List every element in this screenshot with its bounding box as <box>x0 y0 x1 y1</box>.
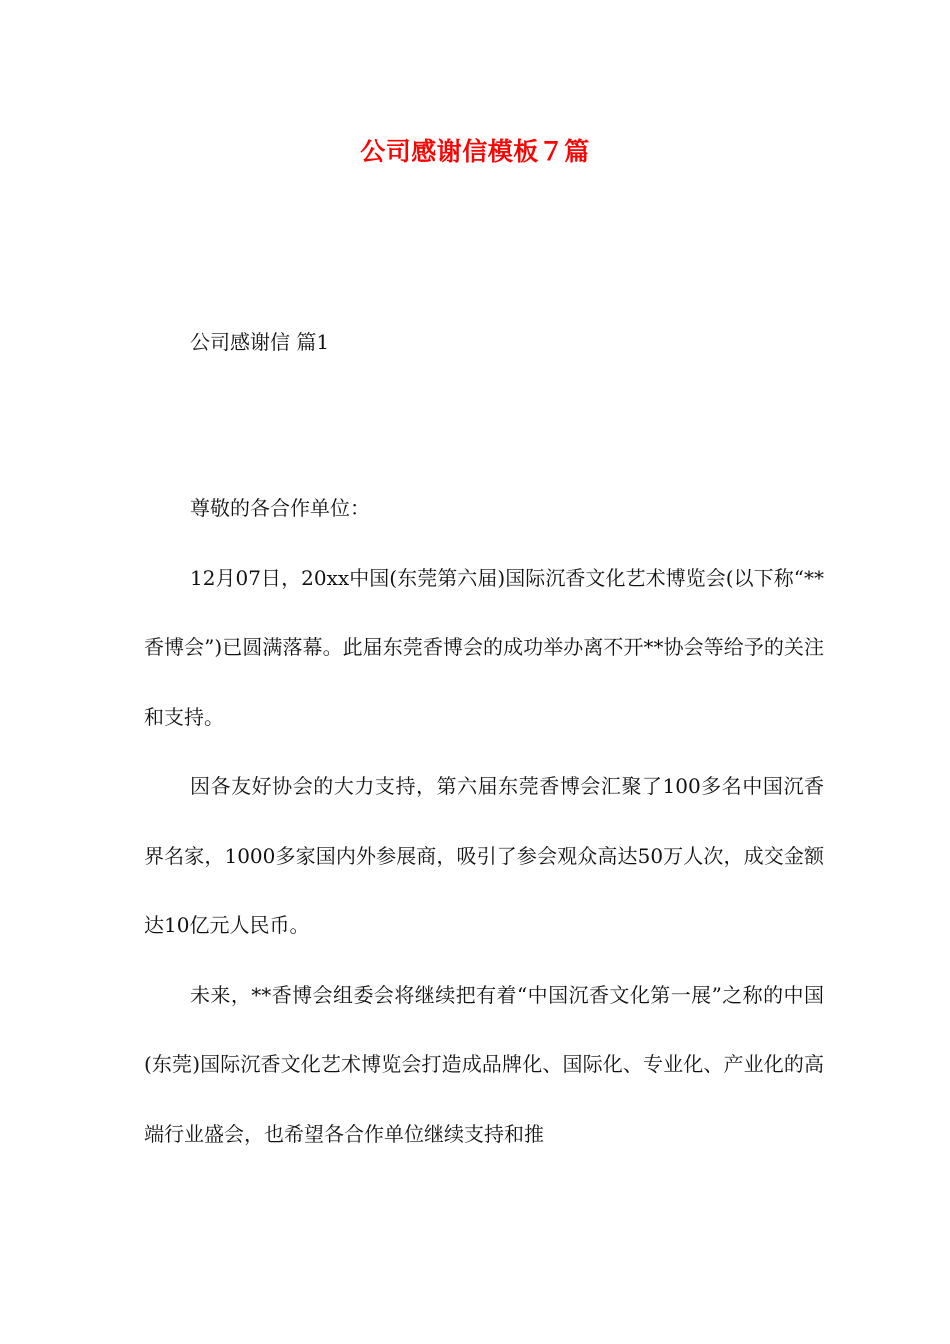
section-heading: 公司感谢信 篇1 <box>190 330 330 354</box>
letter-body <box>144 474 824 1169</box>
paragraph-2: 因各友好协会的大力支持，第六届东莞香博会汇聚了100多名中国沉香界名家，1000多家国内外参展商，吸引了参会观众高达50万人次，成交金额达10亿元人民币。 <box>144 774 824 937</box>
salutation: 尊敬的各合作单位： <box>190 496 370 520</box>
paragraph-1: 12月07日，20xx中国(东莞第六届)国际沉香文化艺术博览会(以下称“**香博会”)已圆满落幕。此届东莞香博会的成功举办离不开**协会等给予的关注和支持。 <box>144 565 824 729</box>
paragraph-3: 未来，**香博会组委会将继续把有着“中国沉香文化第一展”之称的中国(东莞)国际沉香文化艺术博览会打造成品牌化、国际化、专业化、产业化的高端行业盛会，也希望各合作单位继续支持和推 <box>144 982 824 1146</box>
document-title: 公司感谢信模板７篇 <box>360 137 590 166</box>
